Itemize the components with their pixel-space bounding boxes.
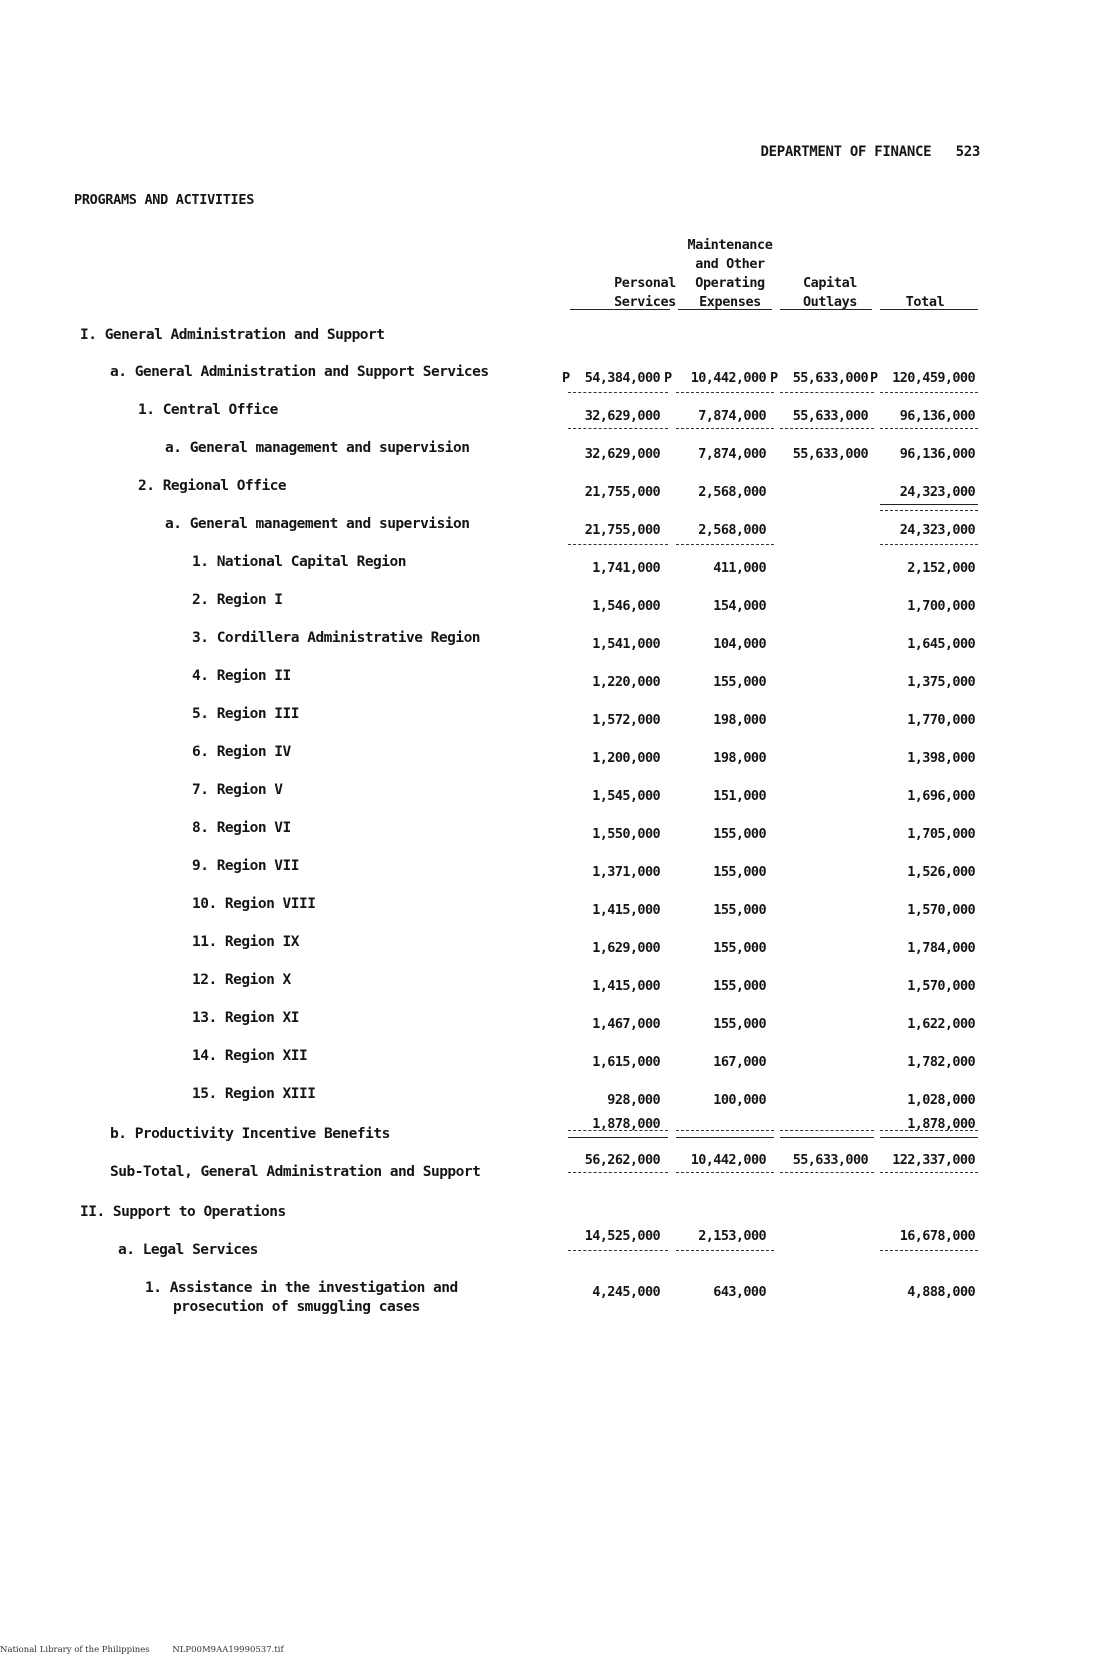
amount-mooe: 154,000 — [713, 598, 766, 614]
amount-personal: 1,629,000 — [592, 940, 660, 956]
row-label: a. General management and supervision — [165, 516, 470, 532]
column-header-rule — [880, 309, 978, 310]
amount-mooe: 10,442,000 — [690, 1152, 766, 1168]
amount-mooe: 411,000 — [713, 560, 766, 576]
amount-capital: 55,633,000 — [792, 1152, 868, 1168]
column-header-line: Maintenance — [687, 237, 773, 253]
amount-total: 96,136,000 — [899, 408, 975, 424]
amount-total: 122,337,000 — [892, 1152, 975, 1168]
column-header-line: Outlays — [802, 294, 858, 310]
amount-personal: 1,220,000 — [592, 674, 660, 690]
row-label: b. Productivity Incentive Benefits — [110, 1126, 390, 1142]
amount-personal: 32,629,000 — [584, 446, 660, 462]
row-label: 4. Region II — [192, 668, 291, 684]
dashed-rule — [880, 1172, 978, 1173]
column-header-rule — [570, 309, 670, 310]
amount-personal: 1,878,000 — [592, 1116, 660, 1132]
amount-total: 1,398,000 — [907, 750, 975, 766]
dashed-rule — [676, 1250, 774, 1251]
amount-mooe: 104,000 — [713, 636, 766, 652]
row-label: 14. Region XII — [192, 1048, 308, 1064]
dashed-rule — [568, 1250, 668, 1251]
dashed-rule — [880, 1130, 978, 1131]
row-label: 1. Assistance in the investigation and — [145, 1280, 458, 1296]
footer-library: National Library of the Philippines — [0, 1645, 150, 1655]
row-label: 9. Region VII — [192, 858, 299, 874]
dashed-rule — [780, 1172, 874, 1173]
amount-personal: 1,415,000 — [592, 978, 660, 994]
dashed-rule — [780, 392, 874, 393]
solid-rule — [676, 1137, 774, 1138]
amount-total: 4,888,000 — [907, 1284, 975, 1300]
amount-mooe: 151,000 — [713, 788, 766, 804]
column-header-line: and Other — [695, 256, 765, 272]
row-label: II. Support to Operations — [80, 1204, 286, 1220]
amount-mooe: 155,000 — [713, 1016, 766, 1032]
solid-rule — [880, 504, 978, 505]
row-label-continuation: prosecution of smuggling cases — [173, 1299, 420, 1315]
row-label: 3. Cordillera Administrative Region — [192, 630, 481, 646]
currency-symbol: P — [664, 370, 673, 386]
amount-personal: 1,550,000 — [592, 826, 660, 842]
amount-mooe: 198,000 — [713, 712, 766, 728]
amount-mooe: 2,153,000 — [698, 1228, 766, 1244]
column-header-line: Personal — [614, 275, 676, 291]
dashed-rule — [568, 544, 668, 545]
row-label: a. General management and supervision — [165, 440, 470, 456]
amount-personal: 21,755,000 — [584, 484, 660, 500]
amount-capital: 55,633,000 — [792, 408, 868, 424]
amount-total: 120,459,000 — [892, 370, 975, 386]
dashed-rule — [676, 428, 774, 429]
amount-total: 1,526,000 — [907, 864, 975, 880]
amount-total: 24,323,000 — [899, 484, 975, 500]
amount-personal: 21,755,000 — [584, 522, 660, 538]
amount-personal: 1,415,000 — [592, 902, 660, 918]
amount-total: 16,678,000 — [899, 1228, 975, 1244]
row-label: 2. Regional Office — [138, 478, 287, 494]
page-header — [761, 144, 981, 160]
dashed-rule — [568, 428, 668, 429]
dashed-rule — [676, 544, 774, 545]
column-header-line: Expenses — [699, 294, 761, 310]
row-label: 6. Region IV — [192, 744, 291, 760]
amount-personal: 1,467,000 — [592, 1016, 660, 1032]
amount-total: 1,570,000 — [907, 902, 975, 918]
row-label: 1. Central Office — [138, 402, 278, 418]
amount-personal: 56,262,000 — [584, 1152, 660, 1168]
section-title: PROGRAMS AND ACTIVITIES — [74, 192, 255, 208]
dashed-rule — [568, 392, 668, 393]
amount-mooe: 155,000 — [713, 940, 766, 956]
dashed-rule — [880, 428, 978, 429]
amount-mooe: 155,000 — [713, 978, 766, 994]
row-label: 13. Region XI — [192, 1010, 299, 1026]
column-header-line: Services — [614, 294, 676, 310]
row-label: 1. National Capital Region — [192, 554, 406, 570]
amount-personal: 1,541,000 — [592, 636, 660, 652]
amount-personal: 1,200,000 — [592, 750, 660, 766]
amount-personal: 4,245,000 — [592, 1284, 660, 1300]
currency-symbol: P — [562, 370, 571, 386]
column-header-line: Capital — [802, 275, 858, 291]
amount-total: 1,028,000 — [907, 1092, 975, 1108]
amount-total: 2,152,000 — [907, 560, 975, 576]
amount-mooe: 2,568,000 — [698, 522, 766, 538]
row-label: 8. Region VI — [192, 820, 291, 836]
amount-total: 1,622,000 — [907, 1016, 975, 1032]
row-label: 11. Region IX — [192, 934, 299, 950]
row-label: 7. Region V — [192, 782, 283, 798]
row-label: 2. Region I — [192, 592, 283, 608]
column-header-line: Total — [905, 294, 945, 310]
row-label: I. General Administration and Support — [80, 327, 385, 343]
row-label: 15. Region XIII — [192, 1086, 316, 1102]
amount-mooe: 155,000 — [713, 826, 766, 842]
amount-personal: 1,741,000 — [592, 560, 660, 576]
amount-mooe: 2,568,000 — [698, 484, 766, 500]
amount-mooe: 167,000 — [713, 1054, 766, 1070]
column-header-total — [885, 236, 965, 312]
amount-personal: 14,525,000 — [584, 1228, 660, 1244]
amount-personal: 1,572,000 — [592, 712, 660, 728]
solid-rule — [780, 1137, 874, 1138]
dashed-rule — [780, 1130, 874, 1131]
amount-total: 1,782,000 — [907, 1054, 975, 1070]
dashed-rule — [880, 392, 978, 393]
amount-total: 1,784,000 — [907, 940, 975, 956]
amount-capital: 55,633,000 — [792, 446, 868, 462]
amount-personal: 1,615,000 — [592, 1054, 660, 1070]
amount-mooe: 155,000 — [713, 674, 766, 690]
amount-total: 1,705,000 — [907, 826, 975, 842]
amount-mooe: 198,000 — [713, 750, 766, 766]
amount-personal: 1,371,000 — [592, 864, 660, 880]
amount-mooe: 155,000 — [713, 902, 766, 918]
amount-personal: 32,629,000 — [584, 408, 660, 424]
column-header-personal-services — [600, 236, 690, 312]
currency-symbol: P — [770, 370, 779, 386]
dashed-rule — [880, 510, 978, 511]
dashed-rule — [676, 392, 774, 393]
amount-total: 1,696,000 — [907, 788, 975, 804]
page-footer — [0, 1645, 304, 1655]
amount-total: 1,570,000 — [907, 978, 975, 994]
amount-mooe: 7,874,000 — [698, 408, 766, 424]
solid-rule — [880, 1137, 978, 1138]
row-label: 10. Region VIII — [192, 896, 316, 912]
solid-rule — [568, 1137, 668, 1138]
amount-total: 1,878,000 — [907, 1116, 975, 1132]
footer-file-id: NLP00M9AA19990537.tif — [172, 1645, 284, 1655]
amount-mooe: 100,000 — [713, 1092, 766, 1108]
amount-total: 1,375,000 — [907, 674, 975, 690]
row-label: Sub-Total, General Administration and Support — [110, 1164, 481, 1180]
amount-mooe: 10,442,000 — [690, 370, 766, 386]
amount-mooe: 155,000 — [713, 864, 766, 880]
row-label: a. General Administration and Support Services — [110, 364, 489, 380]
dashed-rule — [676, 1130, 774, 1131]
amount-total: 1,770,000 — [907, 712, 975, 728]
column-header-line: Operating — [695, 275, 765, 291]
row-label: 5. Region III — [192, 706, 299, 722]
currency-symbol: P — [870, 370, 879, 386]
dashed-rule — [568, 1130, 668, 1131]
dashed-rule — [676, 1172, 774, 1173]
amount-personal: 1,546,000 — [592, 598, 660, 614]
page-number: 523 — [955, 144, 980, 160]
row-label: 12. Region X — [192, 972, 291, 988]
amount-capital: 55,633,000 — [792, 370, 868, 386]
amount-personal: 1,545,000 — [592, 788, 660, 804]
column-header-capital-outlays — [795, 236, 865, 312]
amount-total: 24,323,000 — [899, 522, 975, 538]
department-name: DEPARTMENT OF FINANCE — [760, 144, 932, 160]
amount-total: 1,700,000 — [907, 598, 975, 614]
column-header-rule — [678, 309, 772, 310]
dashed-rule — [780, 428, 874, 429]
amount-personal: 54,384,000 — [584, 370, 660, 386]
amount-mooe: 643,000 — [713, 1284, 766, 1300]
column-header-rule — [780, 309, 872, 310]
dashed-rule — [568, 1172, 668, 1173]
amount-mooe: 7,874,000 — [698, 446, 766, 462]
amount-total: 1,645,000 — [907, 636, 975, 652]
amount-total: 96,136,000 — [899, 446, 975, 462]
amount-personal: 928,000 — [607, 1092, 660, 1108]
row-label: a. Legal Services — [118, 1242, 258, 1258]
dashed-rule — [880, 544, 978, 545]
dashed-rule — [880, 1250, 978, 1251]
column-header-mooe — [680, 236, 780, 312]
